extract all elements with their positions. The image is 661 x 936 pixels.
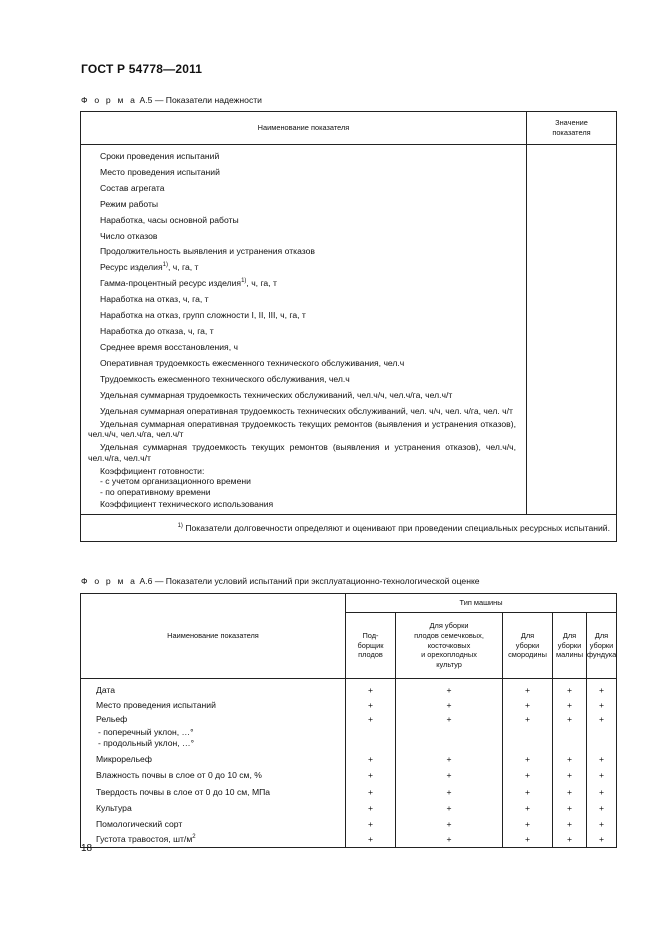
- plus-mark: +: [599, 786, 605, 797]
- plus-mark: +: [524, 770, 531, 780]
- list-item: Удельная суммарная трудоемкость текущих ремонтов (выявления и устранения отказов), чел.ч/ч, чел.ч/га, чел.ч/т: [88, 442, 516, 463]
- list-item-gamma-resource: Гамма-процентный ресурс изделия$^{1)}$, ч, га, т: [100, 278, 277, 289]
- test-conditions-table: [80, 593, 617, 848]
- empty-mark: [587, 738, 616, 749]
- list-item: Режим работы: [100, 198, 159, 209]
- plus-mark: +: [446, 818, 452, 829]
- readiness-item: - с учетом организационного времени: [100, 476, 251, 487]
- column-header-hazelnut: Для уборки фундука: [587, 613, 617, 679]
- document-header: ГОСТ Р 54778—2011: [81, 62, 203, 76]
- plus-mark: +: [367, 714, 374, 724]
- empty-mark: [396, 727, 502, 738]
- table-row: Культура: [96, 803, 132, 813]
- marks-hazelnut: [587, 679, 617, 848]
- plus-mark: +: [446, 753, 452, 764]
- column-header-value: [527, 112, 617, 145]
- list-item: Удельная суммарная трудоемкость технических обслуживаний, чел.ч/ч, чел.ч/га, чел.ч/т: [100, 389, 453, 400]
- column-header-machine-type: Тип машины: [346, 594, 617, 613]
- plus-mark: +: [446, 803, 452, 813]
- list-item: Наработка на отказ, ч, га, т: [100, 294, 209, 305]
- list-item: Трудоемкость ежесменного технического обслуживания, чел.ч: [100, 373, 350, 384]
- column-header-value-line1: Значение: [555, 118, 588, 127]
- page-number: 18: [81, 843, 93, 854]
- plus-mark: +: [599, 834, 605, 844]
- plus-mark: +: [446, 685, 452, 695]
- plus-mark: +: [367, 753, 374, 764]
- table-row: Место проведения испытаний: [96, 699, 216, 710]
- empty-mark: [503, 738, 552, 749]
- plus-mark: +: [446, 714, 452, 724]
- table-row: Рельеф: [96, 714, 128, 724]
- column-header-name: Наименование показателя: [81, 594, 346, 679]
- plus-mark: +: [524, 685, 531, 695]
- plus-mark: +: [446, 770, 452, 780]
- plus-mark: +: [446, 786, 452, 797]
- empty-mark: [587, 727, 616, 738]
- form-word: Ф о р м а: [81, 576, 138, 586]
- indicator-list: [81, 145, 527, 515]
- plus-mark: +: [566, 834, 573, 844]
- plus-mark: +: [566, 786, 573, 797]
- readiness-title: Коэффициент готовности:: [100, 465, 205, 476]
- table-row: Дата: [96, 685, 116, 695]
- plus-mark: +: [446, 834, 452, 844]
- plus-mark: +: [566, 714, 573, 724]
- plus-mark: +: [599, 699, 605, 710]
- table-row: Густота травостоя, $шт/м^2$: [96, 834, 196, 844]
- column-header-picker: Под- борщик плодов: [346, 613, 396, 679]
- plus-mark: +: [599, 685, 605, 695]
- plus-mark: +: [599, 753, 605, 764]
- plus-mark: +: [524, 803, 531, 813]
- plus-mark: +: [367, 770, 374, 780]
- reliability-table: [80, 111, 617, 542]
- column-header-value-line2: показателя: [552, 128, 591, 137]
- plus-mark: +: [524, 699, 531, 710]
- plus-mark: +: [367, 834, 374, 844]
- column-header-fruit: Для уборки плодов семечковых, косточковых и орехоплодных культур: [396, 613, 503, 679]
- plus-mark: +: [599, 770, 605, 780]
- list-item: Место проведения испытаний: [100, 166, 220, 177]
- table-row-sub: - поперечный уклон, …°: [98, 726, 194, 737]
- form-a6-title: А.6 — Показатели условий испытаний при эксплуатационно-технологической оценке: [137, 576, 480, 586]
- empty-mark: [553, 738, 586, 749]
- plus-mark: +: [599, 714, 605, 724]
- empty-mark: [346, 738, 395, 749]
- list-item: Наработка на отказ, групп сложности I, II, III, ч, га, т: [100, 310, 306, 321]
- plus-mark: +: [524, 786, 531, 797]
- column-header-name: Наименование показателя: [81, 112, 527, 145]
- form-a5-caption: [81, 95, 262, 105]
- marks-raspberry: [553, 679, 587, 848]
- list-item: Наработка до отказа, ч, га, т: [100, 325, 214, 336]
- plus-mark: +: [367, 803, 374, 813]
- table-row: Помологический сорт: [96, 818, 183, 829]
- plus-mark: +: [524, 834, 531, 844]
- list-item-resource: Ресурс изделия$^{1)}$, ч, га, т: [100, 262, 199, 273]
- table-row-sub: - продольный уклон, …°: [98, 737, 195, 748]
- list-item: Коэффициент технического использования: [100, 499, 274, 510]
- plus-mark: +: [367, 685, 374, 695]
- empty-mark: [346, 727, 395, 738]
- empty-mark: [503, 727, 552, 738]
- plus-mark: +: [566, 818, 573, 829]
- form-a6-caption: [81, 576, 480, 586]
- readiness-block: [88, 466, 516, 497]
- plus-mark: +: [599, 818, 605, 829]
- marks-currant: [503, 679, 553, 848]
- plus-mark: +: [566, 753, 573, 764]
- table-row: Микрорельеф: [96, 753, 152, 764]
- row-labels: [81, 679, 346, 848]
- list-item: Удельная суммарная оперативная трудоемкость текущих ремонтов (выявления и устранения отказов), чел.ч/ч, чел.ч/га, чел.ч/т: [88, 418, 516, 440]
- plus-mark: +: [446, 699, 452, 710]
- plus-mark: +: [524, 714, 531, 724]
- list-item: Продолжительность выявления и устранения отказов: [100, 246, 315, 257]
- marks-fruit: [396, 679, 503, 848]
- list-item: Наработка, часы основной работы: [100, 214, 239, 225]
- plus-mark: +: [599, 803, 605, 813]
- marks-picker: [346, 679, 396, 848]
- table-row: Влажность почвы в слое от 0 до 10 см, %: [96, 770, 262, 780]
- plus-mark: +: [524, 753, 531, 764]
- plus-mark: +: [566, 685, 573, 695]
- plus-mark: +: [524, 818, 531, 829]
- plus-mark: +: [566, 770, 573, 780]
- table-row: Твердость почвы в слое от 0 до 10 см, МПа: [96, 786, 271, 797]
- footnote: $^{1)}$ Показатели долговечности определяют и оценивают при проведении специальных ресурсных испытаний.: [81, 515, 617, 542]
- column-header-currant: Для уборки смородины: [503, 613, 553, 679]
- empty-mark: [553, 727, 586, 738]
- list-item: Оперативная трудоемкость ежесменного технического обслуживания, чел.ч: [100, 357, 405, 368]
- readiness-item: - по оперативному времени: [100, 486, 211, 497]
- plus-mark: +: [367, 786, 374, 797]
- column-header-raspberry: Для уборки малины: [553, 613, 587, 679]
- list-item: Сроки проведения испытаний: [100, 151, 220, 161]
- form-a5-title: А.5 — Показатели надежности: [137, 95, 262, 105]
- plus-mark: +: [566, 699, 573, 710]
- list-item: Среднее время восстановления, ч: [100, 341, 238, 352]
- empty-mark: [396, 738, 502, 749]
- list-item: Число отказов: [100, 230, 158, 241]
- form-word: Ф о р м а: [81, 95, 138, 105]
- value-column: [527, 145, 617, 515]
- list-item: Удельная суммарная оперативная трудоемкость технических обслуживаний, чел. ч/ч, чел. ч/га, чел. ч/т: [100, 405, 513, 416]
- plus-mark: +: [566, 803, 573, 813]
- plus-mark: +: [367, 818, 374, 829]
- plus-mark: +: [367, 699, 374, 710]
- list-item: Состав агрегата: [100, 182, 165, 193]
